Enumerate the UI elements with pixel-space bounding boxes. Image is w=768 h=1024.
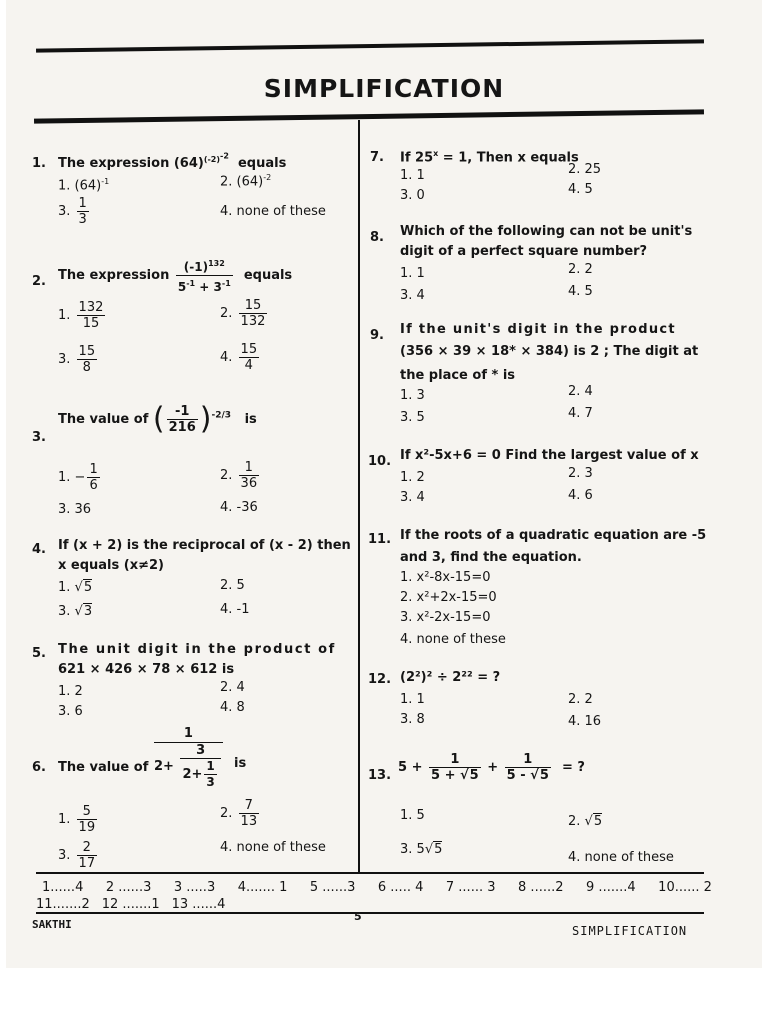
question-13-text: 5 + $\frac{1}{5 + √5}$ + $\frac{1}{5 - √5}$ = ? [398,752,585,783]
question-8-line-2: digit of a perfect square number? [400,244,648,259]
question-4-line-1: If (x + 2) is the reciprocal of (x - 2) then [58,538,351,553]
question-7-text: If $25^x = 1$, Then x equals [400,149,579,166]
question-2-option-4: 4. $\frac{15}{4}$ [220,342,258,373]
question-7-option-2: 2. 25 [568,162,602,177]
question-5-line-1: The unit digit in the product of [58,642,336,657]
answer-key-row-1 [42,880,712,895]
question-13-option-3: 3. 5√5 [400,842,443,857]
question-5-option-3: 3. 6 [58,704,83,719]
question-8-number: 8. [370,230,384,245]
question-9-line-2: (356 × 39 × 18* × 384) is 2 ; The digit at [400,344,699,359]
question-8-option-3: 3. 4 [400,288,425,303]
question-6-option-4: 4. none of these [220,840,326,855]
question-2-number: 2. [32,274,46,289]
question-10-option-2: 2. 3 [568,466,593,481]
answer-6: 6 ..... 4 [377,880,424,895]
question-2-option-2: 2. $\frac{15}{132}$ [220,298,266,329]
question-6-number: 6. [32,760,46,775]
question-11-line-1: If the roots of a quadratic equation are -5 [400,528,707,543]
question-10-option-1: 1. 2 [400,470,425,485]
answer-2: 2 ......3 [105,880,152,895]
answer-4: 4....... 1 [237,880,288,895]
question-12-option-3: 3. 8 [400,712,425,727]
question-3-option-3: 3. 36 [58,502,92,517]
question-11-option-1: 1. x²-8x-15=0 [400,570,491,585]
question-8-option-1: 1. 1 [400,266,425,281]
question-4-option-3: 3. √3 [58,604,93,619]
answer-key-top-rule [36,872,704,874]
question-1-number: 1. [32,156,46,171]
question-3-option-1: 1. − $\frac{1}{6}$ [58,462,98,493]
question-6-continued-fraction: 1 2+ 3 2+ $\frac{1}{3}$ [154,726,223,790]
answer-12: 12 .......1 [101,897,160,912]
question-11-line-2: and 3, find the equation. [400,550,582,565]
answer-11: 11.......2 [36,897,90,912]
question-6-option-3: 3. $\frac{2}{17}$ [58,840,96,871]
question-9-option-3: 3. 5 [400,410,425,425]
question-4-line-2: x equals (x≠2) [58,558,164,573]
question-9-line-3: the place of * is [400,368,516,383]
question-12-option-1: 1. 1 [400,692,425,707]
question-2-text: The expression $\frac{(-1)^{132}}{5^{-1} + 3^{-1}}$ equals [58,256,292,295]
answer-3: 3 .....3 [173,880,216,895]
title-underline-rule [34,109,704,123]
top-rule [36,39,704,52]
question-1-option-3: 3. $\frac{1}{3}$ [58,196,87,227]
question-9-option-4: 4. 7 [568,406,593,421]
question-7-option-3: 3. 0 [400,188,425,203]
answer-13: 13 ......4 [171,897,226,912]
question-11-option-3: 3. x²-2x-15=0 [400,610,491,625]
question-5-option-4: 4. 8 [220,700,245,715]
question-13-option-4: 4. none of these [568,850,674,865]
question-10-number: 10. [368,454,392,469]
page-title: SIMPLIFICATION [263,74,505,103]
question-1-text: The expression $(64)^{(-2)^{-2}}$ equals [58,151,287,171]
question-11-option-4: 4. none of these [400,632,506,647]
answer-1: 1......4 [42,880,84,895]
question-2-option-3: 3. $\frac{15}{8}$ [58,344,96,375]
answer-key-bottom-rule [36,912,704,914]
question-7-number: 7. [370,150,384,165]
question-1-option-2: 2. $(64)^{-2}$ [220,173,272,190]
question-5-number: 5. [32,646,46,661]
question-13-option-1: 1. 5 [400,808,425,823]
question-5-option-1: 1. 2 [58,684,83,699]
question-4-option-2: 2. 5 [220,578,245,593]
question-5-line-2: 621 × 426 × 78 × 612 is [58,662,235,677]
question-8-option-4: 4. 5 [568,284,593,299]
question-11-number: 11. [368,532,392,547]
question-13-number: 13. [368,768,392,783]
question-9-number: 9. [370,328,384,343]
question-13-option-2: 2. √5 [568,814,603,829]
answer-7: 7 ...... 3 [445,880,496,895]
answer-10: 10...... 2 [658,880,712,895]
question-4-option-4: 4. -1 [220,602,250,617]
question-7-option-4: 4. 5 [568,182,593,197]
question-10-option-4: 4. 6 [568,488,593,503]
question-6-is: is [234,756,247,771]
question-9-line-1: If the unit's digit in the product [400,322,676,337]
question-11-option-2: 2. x²+2x-15=0 [400,590,497,605]
question-12-option-2: 2. 2 [568,692,593,707]
question-3-text: The value of ( $\frac{-1}{216}$ )$^{-2/3}$ is [58,401,257,437]
scanned-page [6,0,762,968]
question-7-option-1: 1. 1 [400,168,425,183]
question-12-text: (2²)² ÷ 2²² = ? [400,670,501,685]
column-divider [358,120,360,872]
answer-8: 8 ......2 [518,880,564,895]
question-6-text: The value of [58,760,149,775]
question-4-option-1: 1. √5 [58,580,93,595]
question-3-option-4: 4. -36 [220,500,258,515]
question-8-option-2: 2. 2 [568,262,593,277]
answer-5: 5 ......3 [309,880,356,895]
answer-9: 9 .......4 [586,880,636,895]
question-10-text: If x²-5x+6 = 0 Find the largest value of x [400,448,699,463]
question-3-option-2: 2. $\frac{1}{36}$ [220,460,258,491]
question-4-number: 4. [32,542,46,557]
question-8-line-1: Which of the following can not be unit's [400,224,693,239]
question-12-number: 12. [368,672,392,687]
question-1-option-1: 1. $(64)^{-1}$ [58,177,110,194]
question-10-option-3: 3. 4 [400,490,425,505]
question-5-option-2: 2. 4 [220,680,245,695]
question-6-option-1: 1. $\frac{5}{19}$ [58,804,96,835]
question-9-option-2: 2. 4 [568,384,593,399]
answer-key-row-2 [36,897,225,912]
page-number: 5 [354,910,362,923]
publisher-name: SAKTHI [32,918,72,931]
question-3-number: 3. [32,430,46,445]
question-6-option-2: 2. $\frac{7}{13}$ [220,798,258,829]
question-9-option-1: 1. 3 [400,388,425,403]
chapter-name: SIMPLIFICATION [572,924,688,938]
question-12-option-4: 4. 16 [568,714,602,729]
question-2-option-1: 1. $\frac{132}{15}$ [58,300,104,331]
question-1-option-4: 4. none of these [220,204,326,219]
